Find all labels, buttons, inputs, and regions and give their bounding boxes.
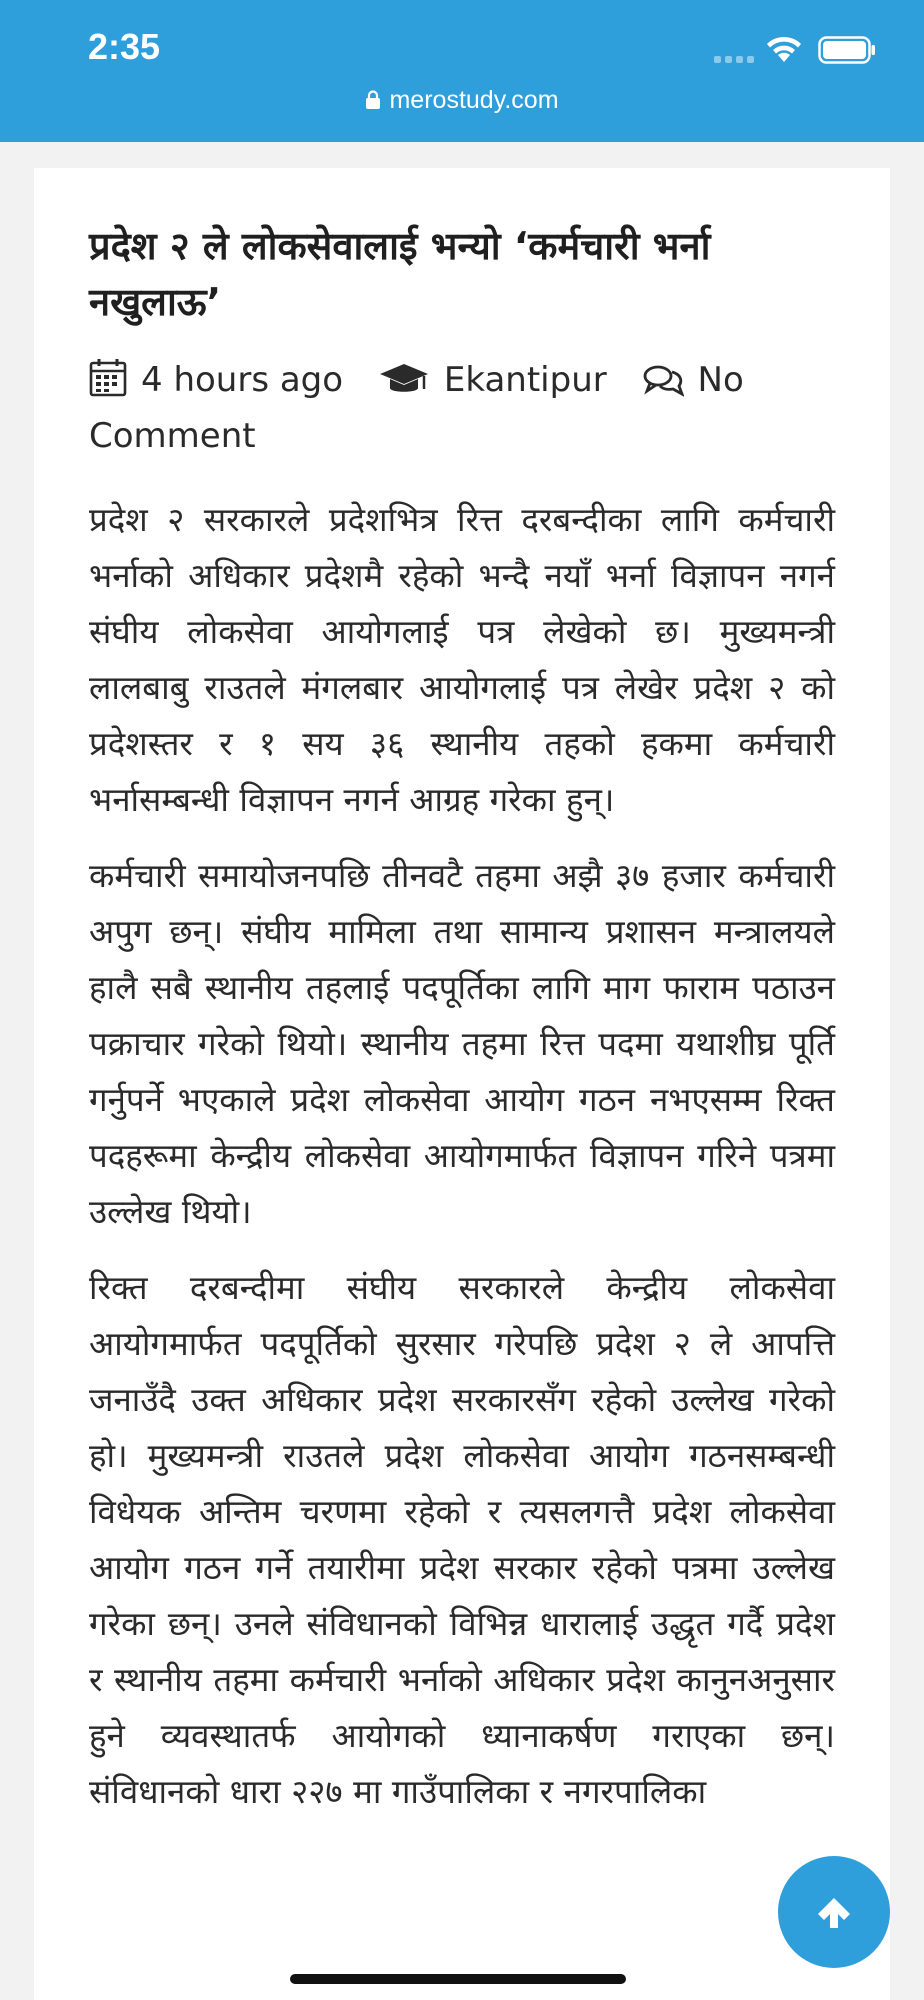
arrow-up-icon <box>814 1892 854 1932</box>
home-indicator[interactable] <box>290 1974 626 1984</box>
article-title: प्रदेश २ ले लोकसेवालाई भन्यो ‘कर्मचारी भर्ना नखुलाऊ’ <box>89 224 711 324</box>
article-paragraph-3: रिक्त दरबन्दीमा संघीय सरकारले केन्द्रीय लोकसेवा आयोगमार्फत पदपूर्तिको सुरसार गरेपछि प्रदेश २ ले आपत्ति जनाउँदै उक्त अधिकार प्रदेश सरकारसँग रहेको उल्लेख गरेको हो। मुख्यमन्त्री राउतले प्रदेश लोकसेवा आयोग गठनसम्बन्धी विधेयक अन्तिम चरणमा रहेको र त्यसलगत्तै प्रदेश लोकसेवा आयोग गठन गर्ने तयारीमा प्रदेश सरकार रहेको पत्रमा उल्लेख गरेका छन्। उनले संविधानको विभिन्न धारालाई उद्धृत गर्दै प्रदेश र स्थानीय तहमा कर्मचारी भर्नाको अधिकार प्रदेश कानुनअनुसार हुने व्यवस्थातर्फ आयोगको ध्यानाकर्षण गराएका छन्। संविधानको धारा २२७ मा गाउँपालिका र नगरपालिका <box>89 1268 835 1811</box>
meta-source[interactable] <box>378 360 618 400</box>
url-text: merostudy.com <box>389 86 559 114</box>
article-paragraph-1: प्रदेश २ सरकारले प्रदेशभित्र रित्त दरबन्दीका लागि कर्मचारी भर्नाको अधिकार प्रदेशमै रहेको भन्दै नयाँ भर्ना विज्ञापन नगर्न संघीय लोकसेवा आयोगलाई पत्र लेखेको छ। मुख्यमन्त्री लालबाबु राउतले मंगलबार आयोगलाई पत्र लेखेर प्रदेश २ को प्रदेशस्तर र १ सय ३६ स्थानीय तहको हकमा कर्मचारी भर्नासम्बन्धी विज्ञापन नगर्न आग्रह गरेका हुन्। <box>89 500 835 819</box>
article-paragraph-2: कर्मचारी समायोजनपछि तीनवटै तहमा अझै ३७ हजार कर्मचारी अपुग छन्। संघीय मामिला तथा सामान्य प्रशासन मन्त्रालयले हालै सबै स्थानीय तहलाई पदपूर्तिका लागि माग फाराम पठाउन पक्राचार गरेको थियो। स्थानीय तहमा रित्त पदमा यथाशीघ्र पूर्ति गर्नुपर्ने भएकाले प्रदेश लोकसेवा आयोग गठन नभएसम्म रिक्त पदहरूमा केन्द्रीय लोकसेवा आयोगमार्फत विज्ञापन गरिने पत्रमा उल्लेख थियो। <box>89 856 835 1231</box>
lock-icon <box>365 90 381 110</box>
article-content <box>89 218 835 1840</box>
meta-date <box>89 360 354 400</box>
calendar-icon <box>89 357 127 397</box>
article-meta <box>89 352 835 464</box>
meta-date-text: 4 hours ago <box>141 360 344 400</box>
meta-comments-text: No Comment <box>89 360 744 456</box>
wifi-icon <box>764 34 804 64</box>
comments-icon <box>642 363 684 397</box>
status-bar <box>0 0 924 142</box>
scroll-to-top-button[interactable] <box>778 1856 890 1968</box>
address-bar[interactable] <box>0 86 924 115</box>
article-body <box>89 492 835 1820</box>
battery-icon <box>818 36 876 64</box>
graduation-cap-icon <box>378 361 430 397</box>
clock: 2:35 <box>88 26 161 67</box>
meta-source-text: Ekantipur <box>443 360 607 400</box>
cellular-signal-icon <box>714 56 754 63</box>
